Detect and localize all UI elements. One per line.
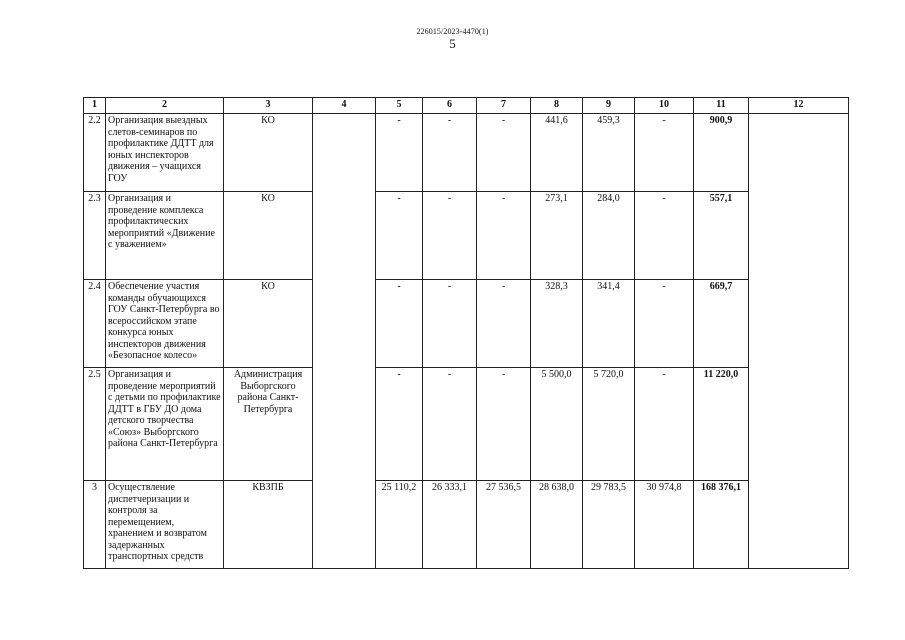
column-header: 8 (531, 98, 583, 114)
budget-table (83, 97, 849, 569)
column-12-merged-cell (749, 114, 849, 569)
row-total: 557,1 (694, 192, 749, 280)
row-number: 2.2 (84, 114, 106, 192)
row-value-col9: 284,0 (583, 192, 635, 280)
row-value-col8: 28 638,0 (531, 481, 583, 569)
row-activity-name: Организация и проведение мероприятий с детьми по профилактике ДДТТ в ГБУ ДО дома детского творчества «Союз» Выборгского района Санкт-Петербурга (106, 368, 224, 481)
row-executor: КВЗПБ (224, 481, 313, 569)
row-value-col10: - (635, 192, 694, 280)
row-value-col6: - (423, 280, 477, 368)
row-number: 2.5 (84, 368, 106, 481)
row-value-col5: - (376, 368, 423, 481)
row-value-col7: - (477, 114, 531, 192)
row-activity-name: Обеспечение участия команды обучающихся ГОУ Санкт-Петербурга во всероссийском этапе конкурса юных инспекторов движения «Безопасное колесо» (106, 280, 224, 368)
row-executor: Администрация Выборгского района Санкт-Петербурга (224, 368, 313, 481)
row-value-col10: - (635, 114, 694, 192)
table-row (84, 368, 849, 481)
row-value-col8: 328,3 (531, 280, 583, 368)
row-value-col5: - (376, 192, 423, 280)
row-value-col9: 459,3 (583, 114, 635, 192)
row-executor: КО (224, 192, 313, 280)
column-header: 6 (423, 98, 477, 114)
row-value-col6: - (423, 368, 477, 481)
row-total: 168 376,1 (694, 481, 749, 569)
row-value-col10: - (635, 280, 694, 368)
page-number: 5 (449, 36, 456, 51)
column-header: 3 (224, 98, 313, 114)
row-value-col5: - (376, 114, 423, 192)
row-value-col6: - (423, 114, 477, 192)
row-value-col8: 5 500,0 (531, 368, 583, 481)
row-value-col10: 30 974,8 (635, 481, 694, 569)
row-value-col9: 5 720,0 (583, 368, 635, 481)
row-activity-name: Организация выездных слетов-семинаров по профилактике ДДТТ для юных инспекторов движения – учащихся ГОУ (106, 114, 224, 192)
row-value-col6: 26 333,1 (423, 481, 477, 569)
table-row (84, 481, 849, 569)
row-value-col9: 29 783,5 (583, 481, 635, 569)
row-number: 2.4 (84, 280, 106, 368)
row-value-col9: 341,4 (583, 280, 635, 368)
column-header: 12 (749, 98, 849, 114)
row-number: 3 (84, 481, 106, 569)
document-code: 226015/2023-4470(1) (416, 27, 489, 36)
row-value-col5: 25 110,2 (376, 481, 423, 569)
table-header-row (84, 98, 849, 114)
row-total: 11 220,0 (694, 368, 749, 481)
row-value-col10: - (635, 368, 694, 481)
row-number: 2.3 (84, 192, 106, 280)
column-header: 1 (84, 98, 106, 114)
row-value-col7: 27 536,5 (477, 481, 531, 569)
row-activity-name: Организация и проведение комплекса профилактических мероприятий «Движение с уважением» (106, 192, 224, 280)
row-executor: КО (224, 280, 313, 368)
column-header: 4 (313, 98, 376, 114)
row-value-col7: - (477, 368, 531, 481)
row-value-col7: - (477, 192, 531, 280)
column-header: 9 (583, 98, 635, 114)
row-total: 900,9 (694, 114, 749, 192)
column-header: 2 (106, 98, 224, 114)
column-header: 11 (694, 98, 749, 114)
table-row (84, 280, 849, 368)
column-header: 7 (477, 98, 531, 114)
row-value-col5: - (376, 280, 423, 368)
column-header: 5 (376, 98, 423, 114)
row-value-col8: 441,6 (531, 114, 583, 192)
table-row (84, 192, 849, 280)
row-value-col7: - (477, 280, 531, 368)
row-total: 669,7 (694, 280, 749, 368)
column-4-merged-cell (313, 114, 376, 569)
column-header: 10 (635, 98, 694, 114)
row-value-col6: - (423, 192, 477, 280)
row-executor: КО (224, 114, 313, 192)
row-value-col8: 273,1 (531, 192, 583, 280)
table-row (84, 114, 849, 192)
row-activity-name: Осуществление диспетчеризации и контроля за перемещением, хранением и возвратом задержанных транспортных средств (106, 481, 224, 569)
